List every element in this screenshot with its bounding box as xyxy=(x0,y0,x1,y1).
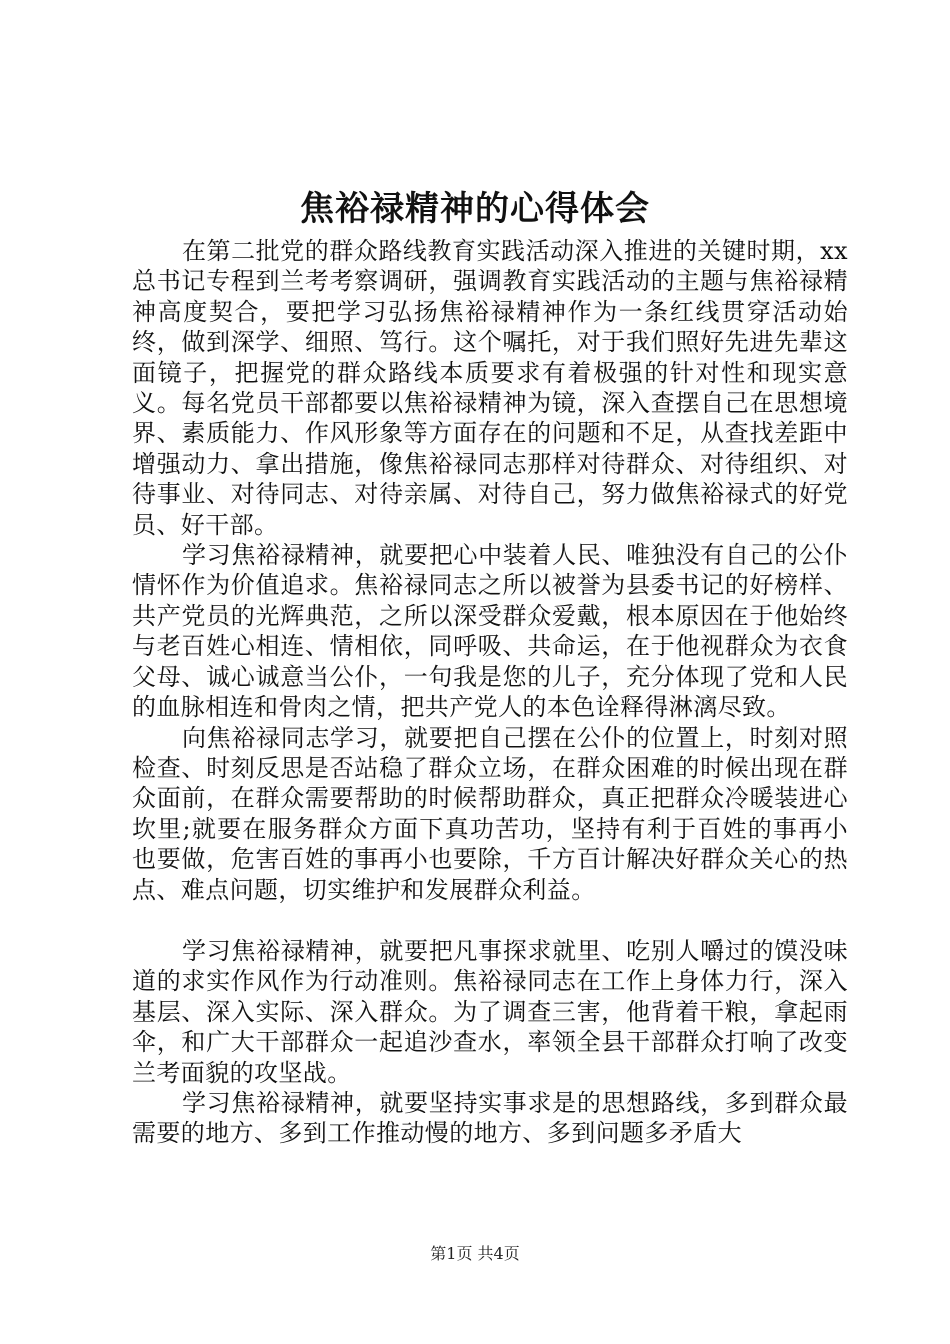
document-body xyxy=(132,236,848,1149)
paragraph: 向焦裕禄同志学习，就要把自己摆在公仆的位置上，时刻对照检查、时刻反思是否站稳了群众立场，在群众困难的时候出现在群众面前，在群众需要帮助的时候帮助群众，真正把群众冷暖装进心坎里;就要在服务群众方面下真功苦功，坚持有利于百姓的事再小也要做，危害百姓的事再小也要除，千方百计解决好群众关心的热点、难点问题，切实维护和发展群众利益。 xyxy=(132,723,848,904)
document-title: 焦裕禄精神的心得体会 xyxy=(300,189,650,229)
paragraph: 学习焦裕禄精神，就要把凡事探求就里、吃别人嚼过的馍没味道的求实作风作为行动准则。焦裕禄同志在工作上身体力行，深入基层、深入实际、深入群众。为了调查三害，他背着干粮，拿起雨伞，和广大干部群众一起追沙查水，率领全县干部群众打响了改变兰考面貌的攻坚战。 xyxy=(132,936,848,1087)
paragraph: 学习焦裕禄精神，就要把心中装着人民、唯独没有自己的公仆情怀作为价值追求。焦裕禄同志之所以被誉为县委书记的好榜样、共产党员的光辉典范，之所以深受群众爱戴，根本原因在于他始终与老百姓心相连、情相依，同呼吸、共命运，在于他视群众为衣食父母、诚心诚意当公仆，一句我是您的儿子，充分体现了党和人民的血脉相连和骨肉之情，把共产党人的本色诠释得淋漓尽致。 xyxy=(132,541,848,722)
paragraph: 在第二批党的群众路线教育实践活动深入推进的关键时期，xx总书记专程到兰考考察调研，强调教育实践活动的主题与焦裕禄精神高度契合，要把学习弘扬焦裕禄精神作为一条红线贯穿活动始终，做到深学、细照、笃行。这个嘱托，对于我们照好先进先辈这面镜子，把握党的群众路线本质要求有着极强的针对性和现实意义。每名党员干部都要以焦裕禄精神为镜，深入查摆自己在思想境界、素质能力、作风形象等方面存在的问题和不足，从查找差距中增强动力、拿出措施，像焦裕禄同志那样对待群众、对待组织、对待事业、对待同志、对待亲属、对待自己，努力做焦裕禄式的好党员、好干部。 xyxy=(132,237,848,539)
page-footer: 第1页 共4页 xyxy=(430,1244,520,1263)
paragraph: 学习焦裕禄精神，就要坚持实事求是的思想路线，多到群众最需要的地方、多到工作推动慢的地方、多到问题多矛盾大 xyxy=(132,1088,848,1148)
